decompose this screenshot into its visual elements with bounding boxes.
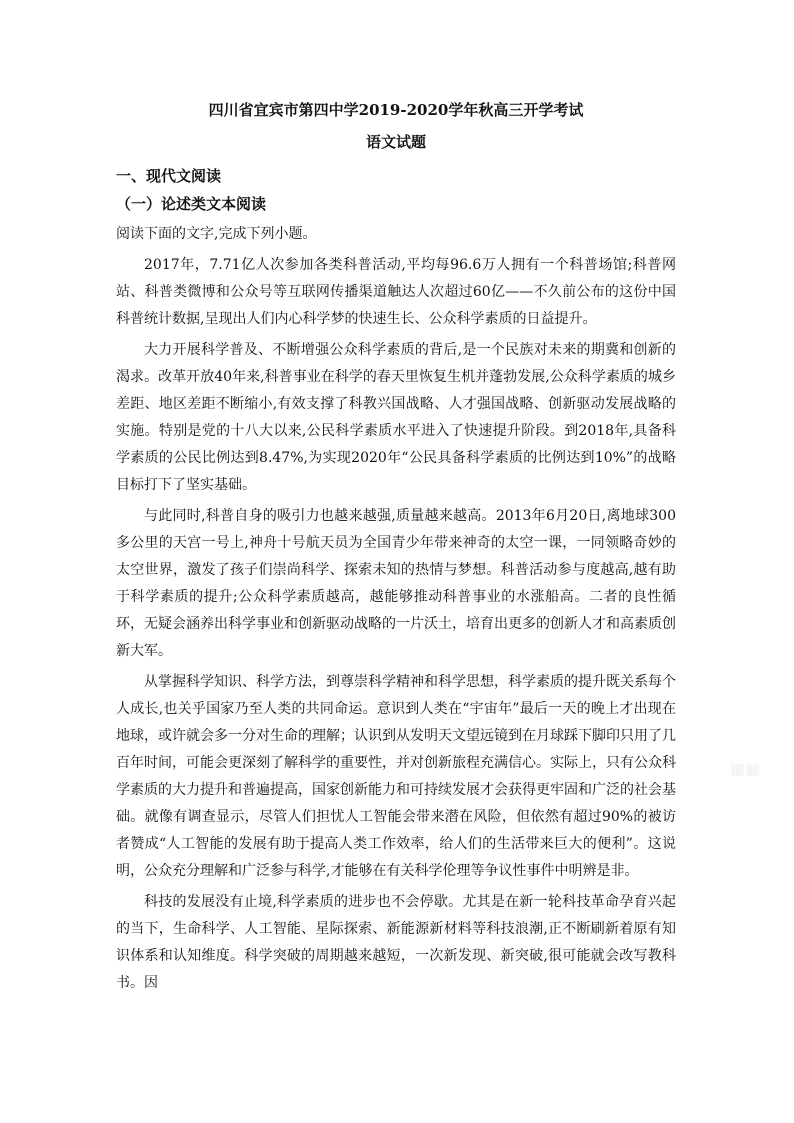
- reading-instruction: 阅读下面的文字,完成下列小题。: [116, 226, 317, 242]
- paragraph-2: 大力开展科学普及、不断增强公众科学素质的背后,是一个民族对未来的期冀和创新的渴求。改革开放40年来,科普事业在科学的春天里恢复生机并蓬勃发展,公众科学素质的城乡差距、地区差距不断缩小,有效支撑了科教兴国战略、人才强国战略、创新驱动发展战略的实施。特别是党的十八大以来,公民科学素质水平进入了快速提升阶段。到2018年,具备科学素质的公民比例达到8.47%,为实现2020年“公民具备科学素质的比例达到10%”的战略目标打下了坚实基础。: [116, 342, 676, 493]
- document-content: [116, 100, 676, 1001]
- subsection-heading: （一）论述类文本阅读: [116, 195, 267, 213]
- section-heading: 一、现代文阅读: [116, 167, 222, 185]
- document-subtitle: 语文试题: [365, 133, 426, 151]
- document-title: 四川省宜宾市第四中学2019-2020学年秋高三开学考试: [208, 101, 584, 119]
- paragraph-4: 从掌握科学知识、科学方法，到尊崇科学精神和科学思想，科学素质的提升既关系每个人成长,也关乎国家乃至人类的共同命运。意识到人类在“宇宙年”最后一天的晚上才出现在地球，或许就会多一分对生命的理解；认识到从发明天文望远镜到在月球踩下脚印只用了几百年时间，可能会更深刻了解科学的重要性，并对创新旅程充满信心。实际上，只有公众科学素质的大力提升和普遍提高，国家创新能力和可持续发展才会获得更牢固和广泛的社会基础。就像有调查显示，尽管人们担忧人工智能会带来潜在风险，但依然有超过90%的被访者赞成“人工智能的发展有助于提高人类工作效率，给人们的生活带来巨大的便利”。这说明，公众充分理解和广泛参与科学,才能够在有关科学伦理等争议性事件中明辨是非。: [116, 674, 676, 879]
- paragraph-5: 科技的发展没有止境,科学素质的进步也不会停歇。尤其是在新一轮科技革命孕育兴起的当下，生命科学、人工智能、星际探索、新能源新材料等科技浪潮,正不断刷新着原有知识体系和认知维度。科学突破的周期越来越短，一次新发现、新突破,很可能就会改写教科书。因: [116, 894, 676, 991]
- faint-watermark-logo: ▦▦: [730, 759, 761, 778]
- paragraph-3: 与此同时,科普自身的吸引力也越来越强,质量越来越高。2013年6月20日,离地球300多公里的天宫一号上,神舟十号航天员为全国青少年带来神奇的太空一课，一同领略奇妙的太空世界，激发了孩子们崇尚科学、探索未知的热情与梦想。科普活动参与度越高,越有助于科学素质的提升;公众科学素质越高，越能够推动科普事业的水涨船高。二者的良性循环，无疑会涵养出科学事业和创新驱动战略的一片沃土，培育出更多的创新人才和高素质创新大军。: [116, 508, 676, 659]
- paragraph-1: 2017年，7.71亿人次参加各类科普活动,平均每96.6万人拥有一个科普场馆;科普网站、科普类微博和公众号等互联网传播渠道触达人次超过60亿——不久前公布的这份中国科普统计数据,呈现出人们内心科学梦的快速生长、公众科学素质的日益提升。: [116, 257, 676, 327]
